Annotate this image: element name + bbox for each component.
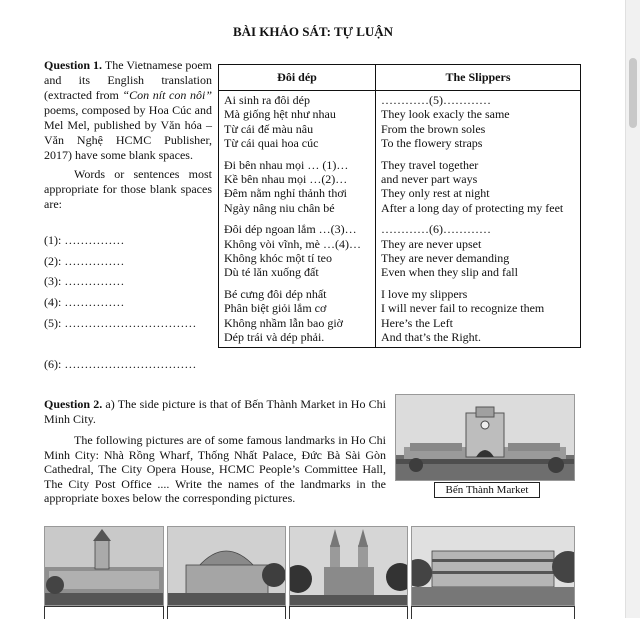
poem-vn-title: Đôi dép: [219, 65, 376, 91]
blank-6: (6): ……………………………: [44, 357, 197, 371]
blank-5: (5): ……………………………: [44, 316, 197, 330]
blank-2: (2): ……………: [44, 254, 125, 268]
answer-box[interactable]: [289, 606, 408, 619]
poem-en-title: The Slippers: [376, 65, 581, 91]
poem-vn-column: [219, 91, 376, 348]
en-stanza: …………(5)………… They look exacly the same From the brown soles To the flowery straps: [381, 93, 510, 151]
landmark-photo-committee-hall: [44, 526, 164, 606]
blank-1: (1): ……………: [44, 233, 125, 247]
page-title: BÀI KHẢO SÁT: TỰ LUẬN: [232, 24, 394, 39]
en-stanza: They travel together and never part ways They only rest at night After a long day of protecting my feet: [381, 157, 564, 215]
landmark-photo-cathedral: [289, 526, 408, 606]
landmark-photo-palace: [411, 526, 575, 606]
vn-stanza: Đi bên nhau mọi … (1)… Kề bên nhau mọi …(2)… Đêm nằm nghỉ thảnh thơi Ngày nâng niu chân bé: [224, 157, 349, 215]
vertical-scrollbar[interactable]: [625, 0, 640, 618]
ben-thanh-caption: Bến Thành Market: [434, 482, 540, 498]
blank-3: (3): ……………: [44, 274, 125, 288]
landmark-photo-opera-house: [167, 526, 286, 606]
poem-table: [218, 64, 581, 348]
scrollbar-thumb[interactable]: [629, 58, 637, 128]
vn-stanza: Ai sinh ra đôi dép Mà giống hệt như nhau Từ cái đế màu nâu Từ cái quai hoa cúc: [224, 93, 336, 151]
question-2-text: Question 2. a) The side picture is that of Bến Thành Market in Ho Chi Minh City. The following pictures are of some famous landmarks in Ho Chi Minh City: Nhà Rồng Wharf, Thống Nhất Palace, Đức Bà Sài Gòn Cathedral, The City Opera House, HCMC People’s Committee Hall, The City Post Office .... Write the names of the landmarks in the appropriate boxes below the corresponding pictures.: [44, 397, 386, 505]
question-1-text: Question 1. The Vietnamese poem and its English translation (extracted from “Con nít con nôi” poems, composed by Hoa Cúc and Mel Mel, published by Văn hóa – Văn Nghệ HCMC Publisher, 2017) have some blank spaces. Words or sentences most appropriate for those blank spaces are:: [44, 58, 212, 211]
answer-box[interactable]: [411, 606, 575, 619]
poem-en-column: [376, 91, 581, 348]
question-2-paragraph: The following pictures are of some famous landmarks in Ho Chi Minh City: Nhà Rồng Wharf, Thống Nhất Palace, Đức Bà Sài Gòn Cathedral, The City Opera House, HCMC People’s Committee Hall, The City Post Office .... Write the names of the landmarks in the appropriate boxes below the corresponding pictures.: [44, 433, 386, 505]
answer-box[interactable]: [167, 606, 286, 619]
vn-stanza: Đôi dép ngoan lắm …(3)… Không vòi vĩnh, mè …(4)… Không khóc một tí teo Dù té lăn xuống đất: [224, 222, 361, 280]
question-2-label: Question 2.: [44, 397, 103, 411]
question-1-label: Question 1.: [44, 58, 103, 72]
vn-stanza: Bé cưng đôi dép nhất Phân biệt giỏi lắm cơ Không nhầm lẫn bao giờ Dép trái và dép phải.: [224, 286, 343, 345]
en-stanza: I love my slippers I will never fail to recognize them Here’s the Left And that’s the Right.: [381, 286, 545, 345]
answer-box[interactable]: [44, 606, 164, 619]
ben-thanh-market-photo: [395, 394, 575, 481]
blank-4: (4): ……………: [44, 295, 125, 309]
en-stanza: …………(6)………… They are never upset They are never demanding Even when they slip and fall: [381, 222, 518, 280]
question-1-instruction: Words or sentences most appropriate for those blank spaces are:: [44, 167, 212, 211]
